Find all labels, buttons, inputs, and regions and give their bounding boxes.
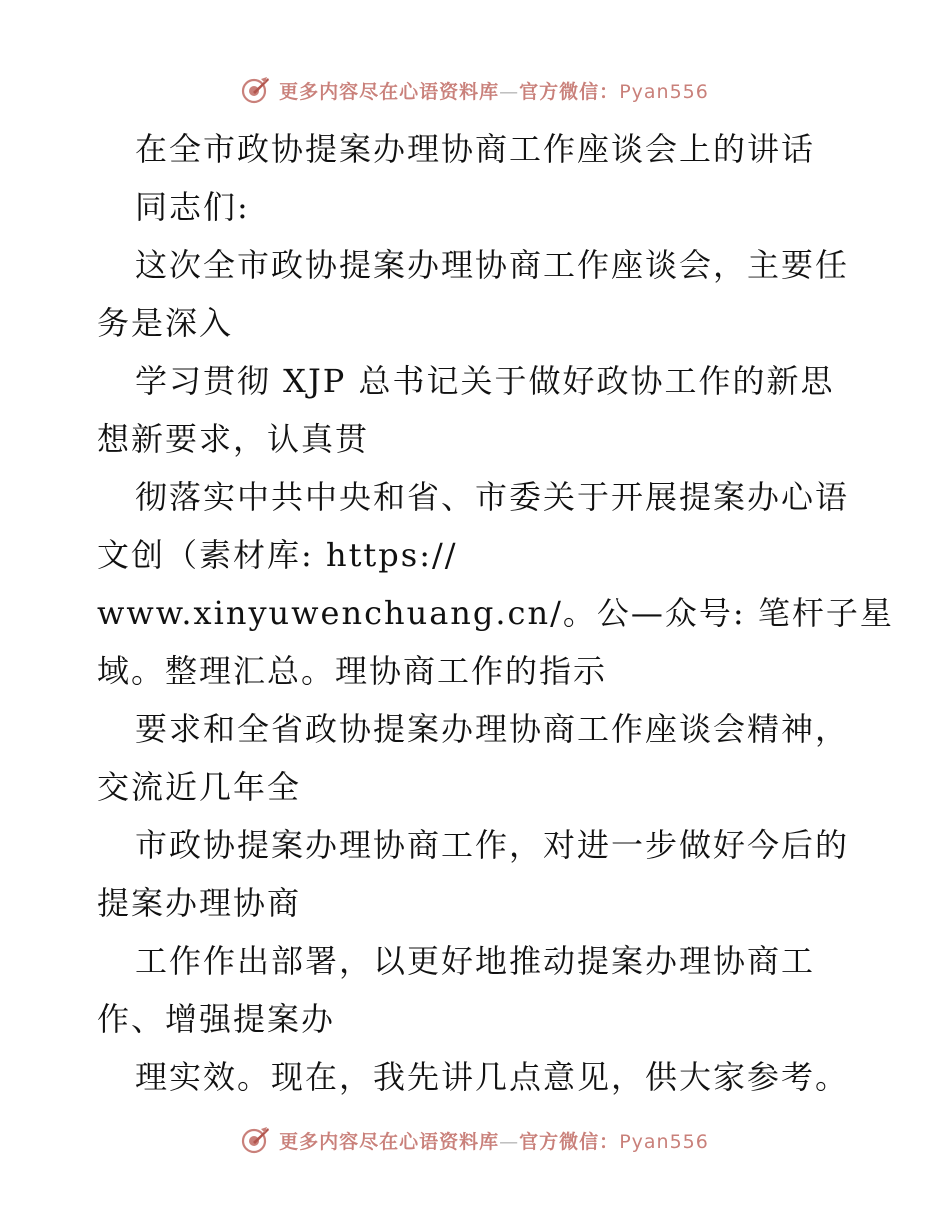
text-line: 务是深入 <box>97 304 234 342</box>
text-line: 这次全市政协提案办理协商工作座谈会，主要任 <box>135 246 850 284</box>
header-watermark <box>0 70 950 110</box>
watermark-wechat-id: Pyan556 <box>619 1130 709 1153</box>
salutation: 同志们: <box>135 188 250 226</box>
watermark-wechat-label: 官方微信： <box>519 1130 620 1153</box>
document-body <box>97 120 894 1106</box>
quill-pen-seal-icon <box>241 75 271 105</box>
text-line: 文创（素材库: https:// <box>97 536 458 574</box>
text-line: 彻落实中共中央和省、市委关于开展提案办心语 <box>135 478 850 516</box>
text-line: 市政协提案办理协商工作，对进一步做好今后的 <box>135 826 850 864</box>
watermark-text <box>279 77 709 104</box>
text-line: 要求和全省政协提案办理协商工作座谈会精神， <box>135 710 850 748</box>
text-line: 理实效。现在，我先讲几点意见，供大家参考。 <box>135 1058 850 1096</box>
footer-watermark <box>0 1120 950 1160</box>
text-line: 提案办理协商 <box>97 884 302 922</box>
text-line: 学习贯彻 XJP 总书记关于做好政协工作的新思 <box>135 362 835 400</box>
text-line: 交流近几年全 <box>97 768 302 806</box>
text-line: 工作作出部署，以更好地推动提案办理协商工 <box>135 942 816 980</box>
watermark-separator: — <box>499 80 520 103</box>
text-line: 域。整理汇总。理协商工作的指示 <box>97 652 608 690</box>
watermark-prefix: 更多内容尽在心语资料库 <box>279 80 500 103</box>
text-line: www.xinyuwenchuang.cn/。公—众号: 笔杆子星 <box>97 594 894 632</box>
document-title: 在全市政协提案办理协商工作座谈会上的讲话 <box>135 130 816 168</box>
text-line: 作、增强提案办 <box>97 1000 336 1038</box>
watermark-prefix: 更多内容尽在心语资料库 <box>279 1130 500 1153</box>
watermark-separator: — <box>499 1130 520 1153</box>
quill-pen-seal-icon <box>241 1125 271 1155</box>
watermark-text <box>279 1127 709 1154</box>
watermark-wechat-label: 官方微信： <box>519 80 620 103</box>
watermark-wechat-id: Pyan556 <box>619 80 709 103</box>
text-line: 想新要求，认真贯 <box>97 420 370 458</box>
